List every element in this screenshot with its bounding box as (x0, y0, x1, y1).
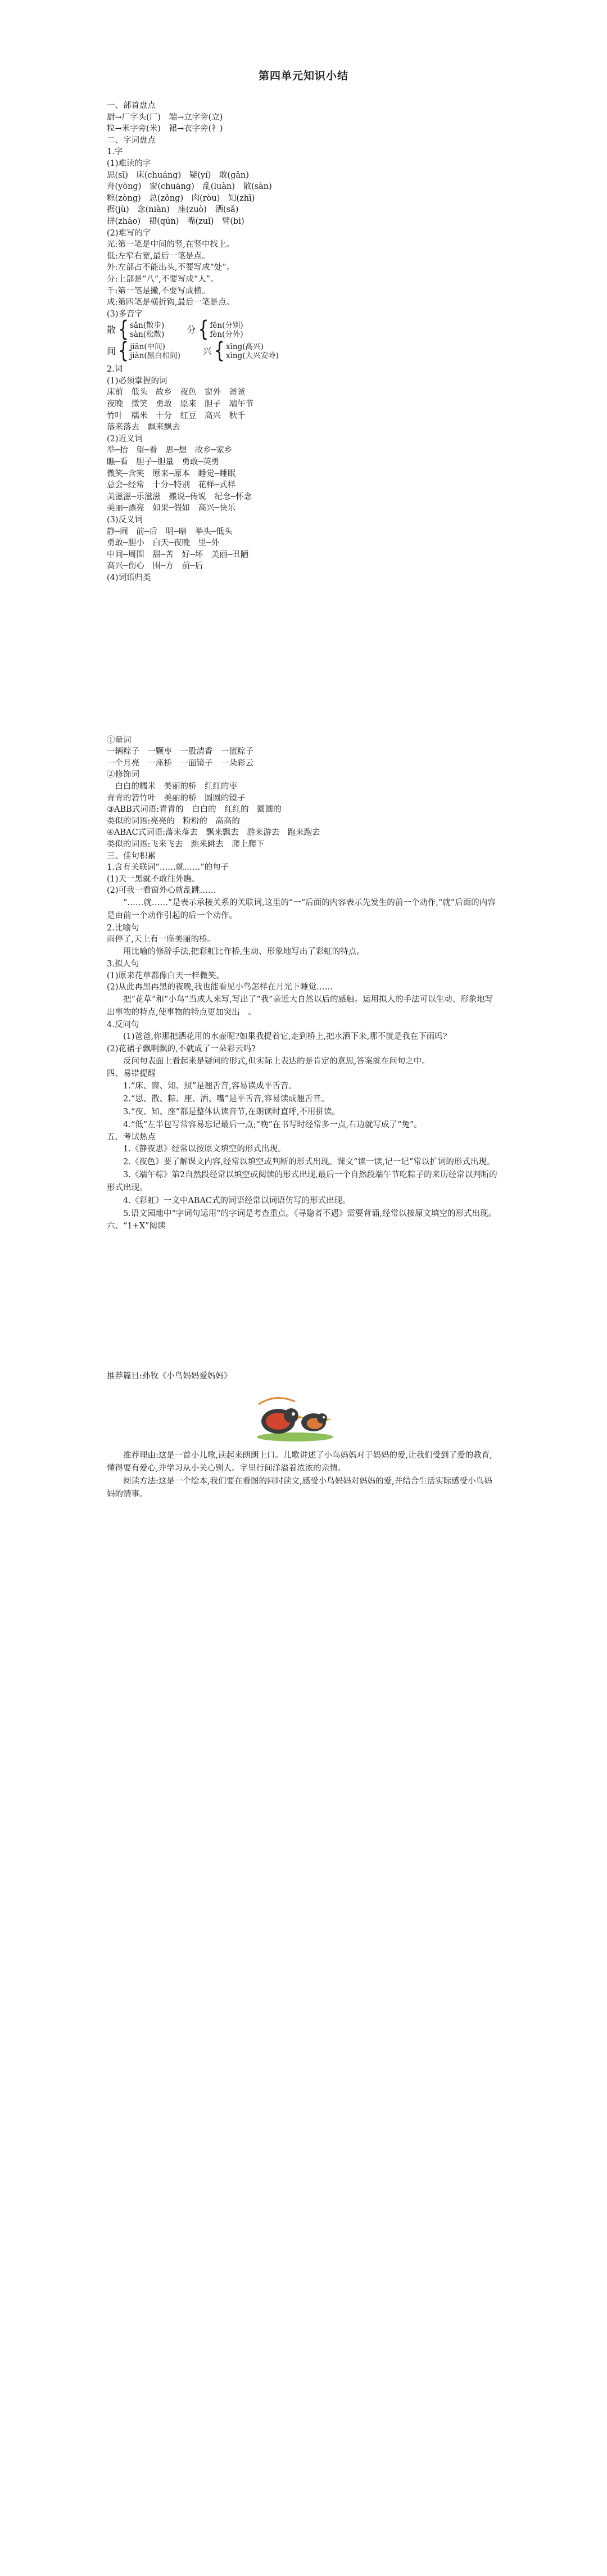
polyphone-option: fèn(分外) (210, 330, 243, 340)
word-line: 白白的糯米 美丽的桥 红红的枣 (107, 781, 237, 791)
reading-method: 阅读方法:这是一个绘本,我们要在看图的同时读文,感受小鸟妈妈对妈妈的爱,并结合生活实际感受小鸟妈妈的情事。 (107, 1477, 492, 1499)
subsection-heading: 4.反问句 (107, 1020, 139, 1029)
sentence: (2)可我一看窗外心就乱跳…… (107, 886, 216, 896)
synonym-line: 美滋滋─乐滋滋 搬说─传说 纪念─怀念 (107, 492, 252, 501)
word-line: 青青的箬竹叶 美丽的桥 圆圆的镜子 (107, 793, 246, 803)
brace-icon: { (118, 338, 129, 364)
writing-tip: 成:第四笔是横折钩,最后一笔是点。 (107, 298, 234, 308)
section-heading: 五、考试热点 (107, 1132, 156, 1142)
polyphone-char: 散 (107, 324, 116, 335)
subsection-heading: (1)难读的字 (107, 159, 151, 168)
subsection-heading: 2.词 (107, 365, 123, 374)
word-line: 夜晚 微笑 勇敢 原来 胆子 端午节 (107, 400, 253, 409)
subsection-heading: (2)难写的字 (107, 228, 151, 238)
sentence: (2)花裙子飘啊飘的,不就成了一朵彩云吗? (107, 1045, 256, 1054)
polyphone-item (107, 338, 180, 364)
subsection-heading: (2)近义词 (107, 434, 143, 444)
writing-tip: 外:左部占不能出头,不要写成“处”。 (107, 263, 235, 273)
polyphone-option: jiàn(黑白相间) (130, 351, 180, 361)
writing-tip: 分:上部是“八”,不要写成“人”。 (107, 274, 219, 284)
polyphone-option: xīng(高兴) (226, 342, 264, 352)
blank-area (107, 1232, 500, 1367)
section-heading: 四、易错提醒 (107, 1069, 156, 1079)
radical-line: 粒→米字旁(米) 裙→衣字旁(衤) (107, 124, 223, 134)
word-line: 竹叶 糯米 十分 红豆 高兴 秋千 (107, 411, 246, 421)
word-line: 一辆粽子 一颗枣 一股清香 一篮粽子 (107, 747, 253, 757)
subsection-heading: (3)多音字 (107, 309, 143, 319)
polyphone-option: sǎn(散步) (130, 321, 165, 331)
section-heading: 三、佳句积累 (107, 851, 156, 861)
exam-point: 1.《静夜思》经常以按原文填空的形式出现。 (123, 1145, 286, 1154)
section-heading: 一、部首盘点 (107, 101, 156, 110)
pinyin-line: 据(jù) 念(niàn) 座(zuò) 洒(sǎ) (107, 205, 239, 215)
subsection-heading: ①量词 (107, 735, 132, 745)
writing-tip: 光:第一笔是中间的竖,在竖中找上。 (107, 240, 234, 250)
blank-area (107, 584, 500, 735)
polyphone-item (187, 317, 243, 343)
sentence: (1)原来花草都像白天一样微笑。 (107, 971, 225, 980)
pinyin-line: 思(sī) 床(chuáng) 疑(yí) 敢(gǎn) (107, 170, 249, 180)
writing-tip: 千:第一笔是撇,不要写成横。 (107, 286, 210, 296)
word-line: ④ABAC式词语:落来落去 飘来飘去 游来游去 跑来跑去 (107, 828, 320, 838)
subsection-heading: (1)必须掌握的词 (107, 376, 167, 386)
document-body (107, 100, 500, 1501)
polyphone-item (202, 338, 279, 364)
word-line: 床前 低头 故乡 夜色 窗外 爸爸 (107, 388, 246, 397)
section-heading: 二、字词盘点 (107, 135, 156, 145)
bird-illustration (253, 1388, 337, 1444)
radical-line: 厨→厂字头(厂) 端→立字旁(立) (107, 112, 223, 122)
explanation: “……就……”是表示承接关系的关联词,这里的“一”后面的内容表示先发生的前一个动作,“就”后面的内容是由前一个动作引起的后一个动作。 (107, 898, 496, 920)
subsection-heading: 1.含有关联词“……就……”的句子 (107, 863, 229, 873)
polyphone-option: sàn(松散) (130, 330, 165, 340)
recommend-reason: 推荐理由:这是一首小儿歌,读起来朗朗上口。儿歌讲述了小鸟妈妈对于妈妈的爱,让我们受到了爱的教育,懂得要有爱心,并学习从小关心别人。字里行间洋溢着浓浓的亲情。 (107, 1451, 492, 1474)
antonym-line: 勇敢─胆小 白天─夜晚 里─外 (107, 539, 220, 548)
exam-point: 2.《夜色》要了解课文内容,经常以填空或判断的形式出现。课文“读一读,记一记”常以扩词的形式出现。 (123, 1158, 495, 1167)
antonym-line: 静─闹 前─后 明─暗 举头─低头 (107, 527, 233, 536)
explanation: 用比喻的修辞手法,把彩虹比作桥,生动、形象地写出了彩虹的特点。 (123, 947, 365, 957)
brace-icon: { (214, 338, 225, 364)
synonym-line: 瞧─看 胆子─胆量 勇敢─英勇 (107, 458, 220, 467)
word-line: 类似的词语:飞来飞去 跳来跳去 爬上爬下 (107, 839, 265, 849)
illustration-wrap (107, 1382, 500, 1449)
subsection-heading: 2.比喻句 (107, 923, 139, 933)
antonym-line: 高兴─伤心 围─方 前─后 (107, 562, 203, 571)
page-title: 第四单元知识小结 (258, 70, 348, 82)
polyphone-option: fēn(分别) (210, 321, 243, 331)
writing-tip: 低:左窄右宽,最后一笔是点。 (107, 251, 210, 261)
word-line: ③ABB式词语:青青的 白白的 红红的 圆圆的 (107, 805, 282, 815)
exam-point: 3.《端午粽》第2自然段经常以填空或阅读的形式出现,最后一个自然段端午节吃粽子的来历经常以判断的形式出现。 (107, 1171, 497, 1193)
polyphone-char: 兴 (202, 345, 212, 356)
section-heading: 六、“1+X”阅读 (107, 1222, 166, 1231)
sentence: (1)爸爸,你那把洒花用的水壶呢?如果我提着它,走到桥上,把水洒下来,那不就是我在下雨吗? (123, 1032, 447, 1042)
sentence: 雨停了,天上有一座美丽的桥。 (107, 935, 216, 944)
subsection-heading: 1.字 (107, 147, 123, 157)
pinyin-line: 粽(zòng) 总(zǒng) 肉(ròu) 知(zhī) (107, 193, 255, 203)
brace-icon: { (198, 317, 209, 343)
reminder-item: 2.“思、散、粽、座、洒、嘴”是平舌音,容易读成翘舌音。 (123, 1094, 329, 1104)
reminder-item: 4.“低”左半包写常容易忘记最后一点;“晚”在书写时经常多一点,右边就写成了“兔”。 (123, 1120, 422, 1129)
pinyin-line: 拼(zhāo) 裙(qún) 嘴(zuǐ) 臂(bì) (107, 216, 244, 226)
polyphone-row (107, 338, 500, 364)
brace-icon: { (118, 317, 129, 343)
word-line: 一个月亮 一座桥 一面镜子 一朵彩云 (107, 758, 253, 768)
sentence: (1)天一黑就不敢往外瞧。 (107, 874, 200, 884)
subsection-heading: (3)反义词 (107, 516, 143, 525)
explanation: 反问句表面上看起来是疑问的形式,但实际上表达的是肯定的意思,答案就在问句之中。 (123, 1057, 430, 1066)
synonym-line: 举─抬 望─看 思─想 故乡─家乡 (107, 446, 233, 455)
polyphone-row (107, 317, 500, 343)
subsection-heading: 3.拟人句 (107, 960, 139, 969)
exam-point: 5.语文园地中“字词句运用”的字词是考查重点。《寻隐者不遇》需要背诵,经常以按原文填空的形式出现。 (123, 1209, 497, 1219)
synonym-line: 微笑─含笑 原来─原本 睡觉─睡眠 (107, 469, 236, 478)
exam-point: 4.《彩虹》一文中ABAC式的词语经常以词语仿写的形式出现。 (123, 1196, 351, 1206)
word-line: 落来落去 飘来飘去 (107, 423, 180, 432)
pinyin-line: 舟(yōng) 窗(chuāng) 乱(luàn) 散(sàn) (107, 182, 272, 192)
sentence: (2)从此再黑再黑的夜晚,我也能看见小鸟怎样在月光下睡觉…… (107, 983, 333, 992)
reminder-item: 1.“床、窗、知、照”是翘舌音,容易读成平舌音。 (123, 1081, 297, 1091)
antonym-line: 中间─周围 甜─苦 好─坏 美丽─丑陋 (107, 550, 249, 559)
polyphone-option: jiān(中间) (130, 342, 165, 352)
polyphone-char: 分 (187, 324, 196, 335)
polyphone-char: 间 (107, 345, 116, 356)
polyphone-option: xìng(大兴安岭) (226, 351, 279, 361)
reminder-item: 3.“夜、知、座”都是整体认读音节,在朗读时直呼,不用拼读。 (123, 1107, 340, 1117)
synonym-line: 美丽─漂亮 如果─假如 高兴─快乐 (107, 504, 236, 513)
recommend-title: 推荐篇目:孙牧《小鸟妈妈爱妈妈》 (107, 1371, 232, 1381)
polyphone-item (107, 317, 165, 343)
explanation: 把“花草”和“小鸟”当成人来写,写出了“我”亲近大自然以后的感触。运用拟人的手法可以生动、形象地写出事物的特点,使事物的特点更加突出 。 (107, 995, 493, 1017)
subsection-heading: (4)词语归类 (107, 573, 151, 582)
subsection-heading: ②修饰词 (107, 770, 139, 780)
word-line: 类似的词语:亮亮的 粉粉的 高高的 (107, 816, 240, 826)
synonym-line: 总会─经常 十分─特别 花样─式样 (107, 481, 236, 490)
